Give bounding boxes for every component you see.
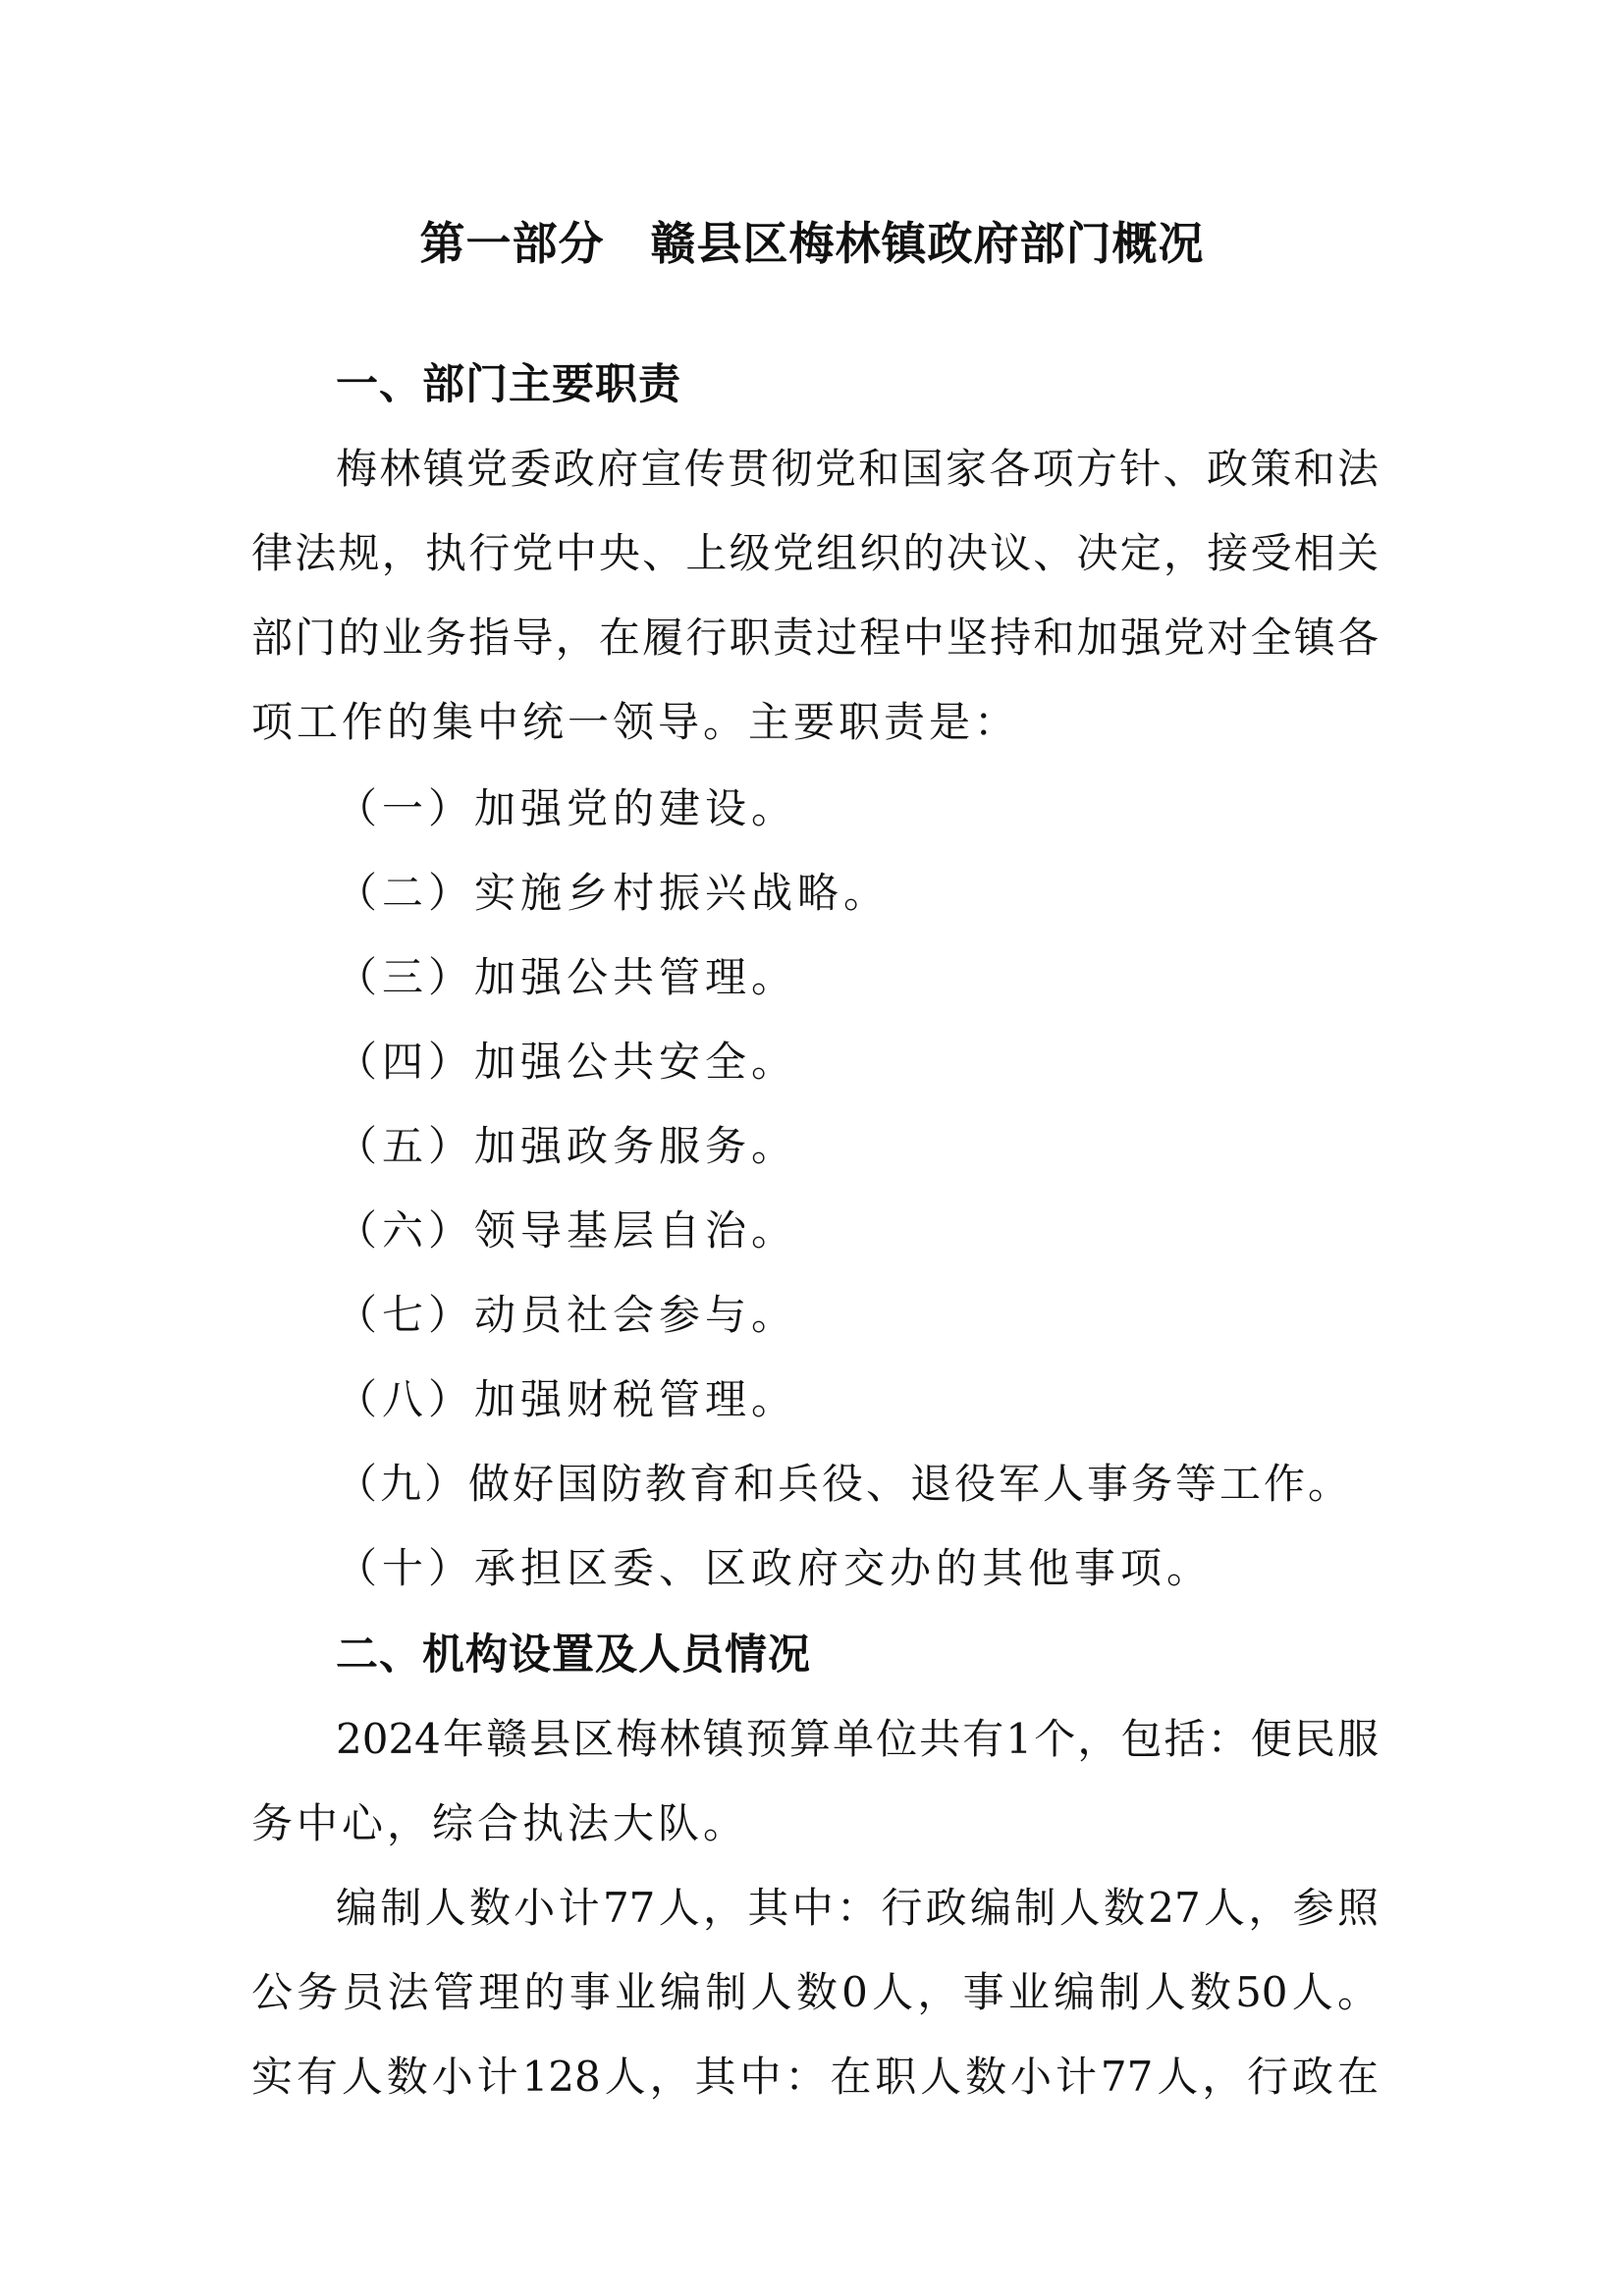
- paragraph-line: 2024年赣县区梅林镇预算单位共有1个，包括：便民服: [336, 1715, 1379, 1763]
- duty-item: （五）加强政务服务。: [336, 1122, 798, 1170]
- paragraph-line: 实有人数小计128人，其中：在职人数小计77人，行政在: [251, 2053, 1379, 2101]
- duty-item: （八）加强财税管理。: [336, 1375, 798, 1423]
- duty-item: （九）做好国防教育和兵役、退役军人事务等工作。: [336, 1460, 1353, 1508]
- paragraph-line: 律法规，执行党中央、上级党组织的决议、决定，接受相关: [251, 529, 1379, 577]
- duty-item: （六）领导基层自治。: [336, 1206, 798, 1255]
- section-heading-organization: 二、机构设置及人员情况: [336, 1630, 811, 1680]
- paragraph-line: 编制人数小计77人，其中：行政编制人数27人，参照: [336, 1884, 1379, 1932]
- duty-item: （七）动员社会参与。: [336, 1291, 798, 1339]
- duty-item: （三）加强公共管理。: [336, 953, 798, 1001]
- paragraph-line: 公务员法管理的事业编制人数0人，事业编制人数50人。: [251, 1968, 1379, 2016]
- paragraph-line: 务中心，综合执法大队。: [251, 1799, 749, 1847]
- paragraph-line: 梅林镇党委政府宣传贯彻党和国家各项方针、政策和法: [336, 445, 1379, 493]
- duty-item: （十）承担区委、区政府交办的其他事项。: [336, 1544, 1214, 1592]
- paragraph-line: 项工作的集中统一领导。主要职责是：: [251, 698, 1020, 746]
- section-heading-duties: 一、部门主要职责: [336, 360, 681, 409]
- duty-item: （二）实施乡村振兴战略。: [336, 869, 891, 917]
- page-title: 第一部分 赣县区梅林镇政府部门概况: [419, 217, 1205, 270]
- paragraph-line: 部门的业务指导，在履行职责过程中坚持和加强党对全镇各: [251, 614, 1379, 662]
- duty-item: （四）加强公共安全。: [336, 1038, 798, 1086]
- duty-item: （一）加强党的建设。: [336, 784, 798, 832]
